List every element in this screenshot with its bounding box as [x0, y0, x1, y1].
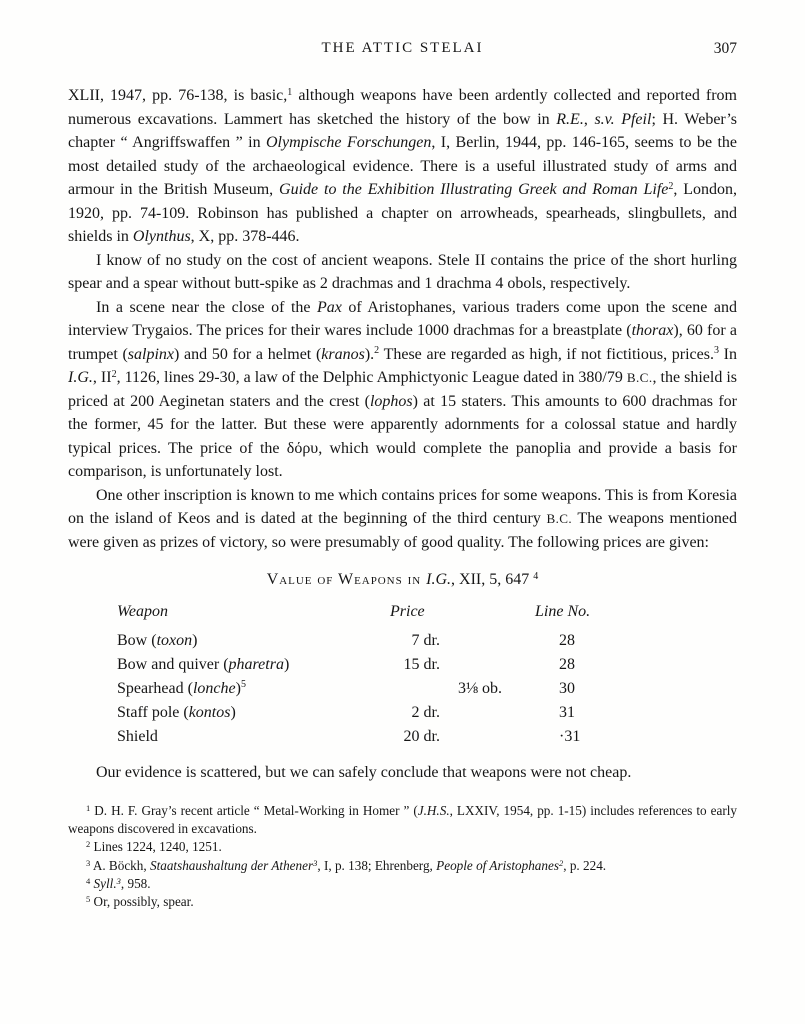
text-segment: Spearhead (: [117, 679, 193, 697]
text-segment: 3: [713, 345, 719, 356]
text-segment: , the shield is priced at 200 Aeginetan staters and the crest (: [68, 369, 738, 410]
text-segment: Olynthus: [132, 228, 191, 245]
text-segment: ,: [583, 110, 595, 128]
price-value: 3⅛ ob.: [458, 679, 502, 697]
text-segment: Staff pole (: [117, 703, 189, 721]
text-segment: 5: [240, 679, 246, 690]
text-segment: Value of Weapons in: [266, 571, 427, 588]
text-segment: Lines 1224, 1240, 1251.: [90, 839, 222, 855]
text-segment: , p. 224.: [563, 857, 607, 873]
text-segment: The weapons mentioned were given as prizes of victory, so were presumably of good quality. The following prices are given:: [68, 510, 738, 551]
price-cell: [390, 725, 535, 749]
line-no-cell: 28: [559, 631, 575, 649]
price-cell: [390, 701, 535, 725]
text-segment: R.E.: [556, 110, 584, 128]
text-segment: 1: [86, 803, 91, 813]
text-segment: toxon: [156, 631, 193, 649]
paragraph-1: [68, 84, 737, 249]
page-header: [68, 40, 737, 60]
price-cell: [390, 629, 535, 653]
paragraph-3: [68, 296, 737, 484]
text-segment: , 958.: [120, 875, 151, 891]
text-segment: 2: [86, 839, 91, 850]
main-text: [68, 84, 737, 784]
weapon-cell: [117, 653, 390, 677]
table-row: [117, 677, 657, 701]
text-segment: Olympische Forschungen: [266, 134, 432, 151]
text-segment: XLII, 1947, pp. 76-138, is basic,: [68, 87, 288, 104]
text-segment: kontos: [188, 703, 231, 721]
text-segment: ) at 15 staters. This amounts to 600 drachmas for the former, 45 for the latter. But these were apparently adornments for a colossal statue and hardly typical prices. The price of the δόρυ, which would complete the panoplia and provide a basis for comparison, is unfortunately lost.: [68, 392, 738, 480]
table-row: [117, 701, 657, 725]
weapon-cell: [117, 701, 390, 725]
text-segment: 4: [533, 570, 539, 582]
text-segment: kranos: [321, 345, 365, 363]
text-segment: One other inscription is known to me which contains prices for some weapons. This is from Koresia on the island of Keos and is dated at the beginning of the third century: [68, 486, 737, 527]
text-segment: 3: [313, 857, 318, 868]
footnote-3: [68, 857, 737, 875]
price-value: 7 dr.: [411, 631, 440, 649]
text-segment: lonche: [192, 679, 236, 697]
text-segment: I.G.: [68, 369, 93, 386]
text-segment: 5: [86, 894, 91, 905]
price-value: 2 dr.: [411, 703, 440, 721]
text-segment: although weapons have been ardently collected and reported from numerous excavations. Lammert has sketched the history of the bow in: [68, 87, 737, 128]
price-cell: [390, 653, 535, 677]
text-segment: pharetra: [228, 655, 284, 673]
text-segment: Staatshaushaltung der Athener: [149, 857, 314, 873]
text-segment: 4: [86, 875, 91, 886]
paragraph-2: [68, 249, 737, 296]
text-segment: Our evidence is scattered, but we can safely conclude that weapons were not cheap.: [96, 763, 632, 781]
footnotes-section: [68, 802, 737, 911]
footnote-2: [68, 838, 737, 856]
column-header-line-no: Line No.: [535, 602, 591, 620]
price-cell: [390, 677, 535, 701]
text-segment: 2: [668, 180, 674, 192]
closing-paragraph: [68, 761, 737, 785]
text-segment: ): [230, 703, 236, 721]
running-head: THE ATTIC STELAI: [321, 40, 484, 56]
text-segment: In a scene near the close of the: [96, 298, 318, 316]
text-segment: 3: [116, 875, 121, 886]
text-segment: Pax: [317, 298, 342, 316]
line-no-cell: 28: [559, 655, 575, 673]
text-segment: A. Böckh,: [90, 857, 150, 873]
text-segment: ): [235, 679, 241, 697]
weapon-cell: [117, 725, 390, 749]
footnote-1: [68, 802, 737, 838]
text-segment: thorax: [631, 322, 674, 339]
text-segment: , LXXIV, 1954, pp. 1-15) includes references to early weapons discovered in excavations.: [68, 803, 737, 837]
column-header-weapon: Weapon: [117, 602, 168, 620]
weapon-cell: [117, 677, 390, 701]
text-segment: Guide to the Exhibition Illustrating Greek and Roman Life: [279, 181, 669, 198]
text-segment: of Aristophanes, various traders come upon the scene and interview Trygaios. The prices for their wares include 1000 drachmas for a breastplate (: [68, 298, 737, 339]
text-segment: 2: [374, 345, 380, 356]
page-number: 307: [713, 40, 737, 57]
weapons-table: [117, 600, 657, 749]
text-segment: Bow (: [117, 631, 157, 649]
text-segment: ): [283, 655, 290, 673]
table-row: [117, 653, 657, 677]
text-segment: ), 60 for a trumpet (: [68, 322, 737, 363]
text-segment: 2: [558, 857, 564, 868]
text-segment: , II: [92, 369, 112, 386]
text-segment: I.G.: [426, 571, 452, 588]
table-row: [117, 725, 657, 749]
text-segment: ; H. Weber’s chapter “ Angriffswaffen ” in: [68, 110, 738, 151]
text-segment: These are regarded as high, if not fictitious, prices.: [379, 345, 714, 363]
text-segment: , XII, 5, 647: [451, 571, 534, 588]
line-no-cell: ·31: [559, 727, 581, 745]
text-segment: 2: [111, 368, 117, 380]
text-segment: , I, Berlin, 1944, pp. 146-165, seems to be the most detailed study of the archaeological evidence. There is a useful illustrated study of arms and armour in the British Museum,: [68, 134, 738, 198]
line-no-cell: 31: [559, 703, 575, 721]
text-segment: Syll.: [93, 875, 117, 891]
text-segment: , London, 1920, pp. 74-109. Robinson has published a chapter on arrowheads, spearheads, slingbullets, and shields in: [68, 181, 738, 245]
text-segment: D. H. F. Gray’s recent article “ Metal-Working in Homer ” (: [90, 803, 418, 818]
table-row: [117, 629, 657, 653]
column-header-price: Price: [390, 602, 425, 620]
text-segment: , 1126, lines 29-30, a law of the Delphic Amphictyonic League dated in 380/79: [116, 369, 627, 386]
line-no-cell: 30: [559, 679, 575, 697]
price-value: 15 dr.: [403, 655, 440, 673]
text-segment: ): [192, 631, 198, 649]
text-segment: ).: [364, 345, 375, 363]
text-segment: Or, possibly, spear.: [90, 894, 194, 910]
text-segment: , I, p. 138; Ehrenberg,: [317, 857, 437, 873]
text-segment: B.C.: [626, 370, 653, 385]
text-segment: Shield: [117, 727, 158, 745]
weapon-cell: [117, 629, 390, 653]
text-segment: In: [718, 345, 737, 363]
text-segment: I know of no study on the cost of ancient weapons. Stele II contains the price of the short hurling spear and a spear without butt-spike as 2 drachmas and 1 drachma 4 obols, respectively.: [68, 251, 737, 292]
footnote-5: [68, 893, 737, 911]
text-segment: People of Aristophanes: [436, 857, 559, 873]
table-title: [68, 568, 737, 592]
text-segment: ) and 50 for a helmet (: [174, 345, 322, 363]
footnote-4: [68, 875, 737, 893]
text-segment: lophos: [369, 392, 413, 410]
text-segment: salpinx: [127, 345, 175, 363]
text-segment: 3: [86, 857, 91, 868]
text-segment: s.v. Pfeil: [594, 110, 652, 128]
text-segment: J.H.S.: [417, 803, 450, 818]
text-segment: 1: [287, 86, 293, 98]
text-segment: , X, pp. 378-446.: [190, 228, 300, 245]
price-value: 20 dr.: [403, 727, 440, 745]
text-segment: Bow and quiver (: [117, 655, 229, 673]
table-header-row: [117, 600, 657, 624]
paragraph-4: [68, 484, 737, 555]
text-segment: B.C.: [546, 511, 573, 526]
